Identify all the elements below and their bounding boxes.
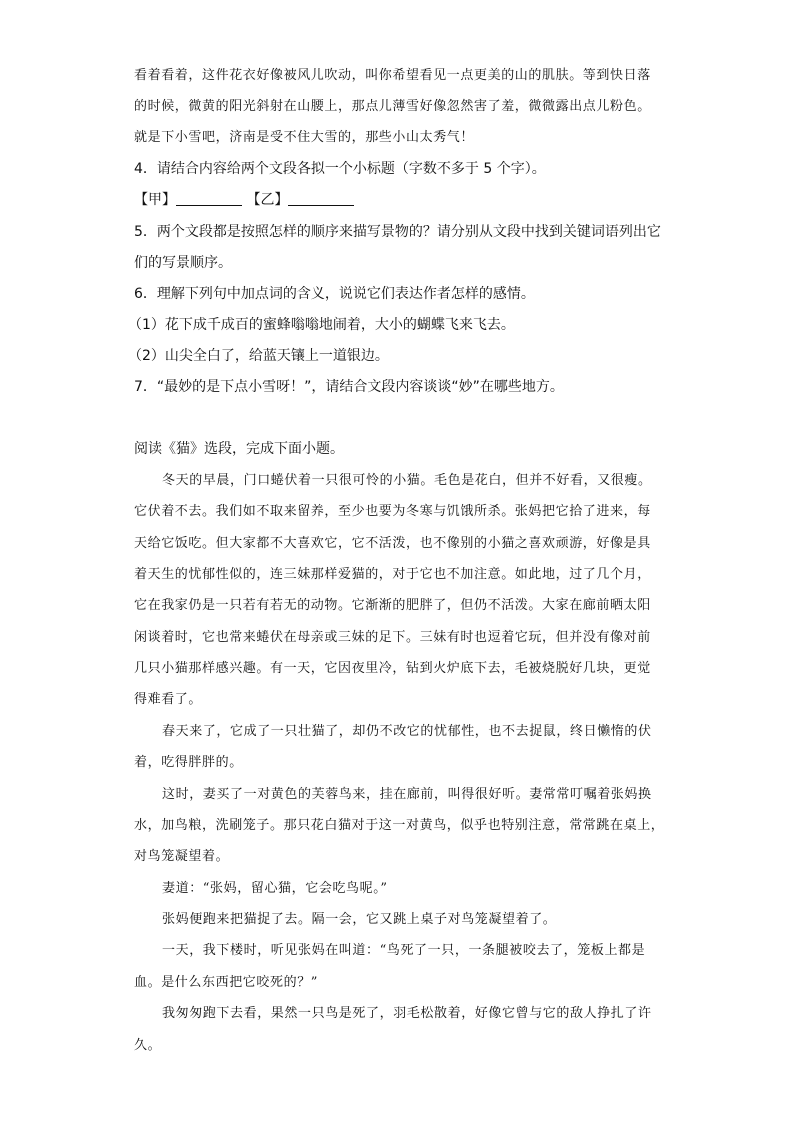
passage-line: 血。是什么东西把它咬死的？” (134, 975, 319, 990)
passage-line: 久。 (134, 1038, 162, 1053)
passage-line: 几只小猫那样感兴趣。有一天，它因夜里冷，钻到火炉底下去，毛被烧脱好几块，更觉 (134, 661, 651, 676)
passage-line: 着天生的忧郁性似的，连三妹那样爱猫的，对于它也不加注意。如此地，过了几个月， (134, 567, 651, 582)
passage-line: 天给它饭吃。但大家都不大喜欢它，它不活泼，也不像别的小猫之喜欢顽游，好像是具 (134, 536, 651, 551)
passage-line: 一天，我下楼时，听见张妈在叫道：“鸟死了一只，一条腿被咬去了，笼板上都是 (162, 943, 646, 958)
passage-line: 它伏着不去。我们如不取来留养，至少也要为冬寒与饥饿所杀。张妈把它拾了进来，每 (134, 504, 651, 519)
passage-line: 春天来了，它成了一只壮猫了，却仍不改它的忧郁性，也不去捉鼠，终日懒惰的伏 (162, 724, 652, 739)
question-5-line-1: 5．两个文段都是按照怎样的顺序来描写景物的？请分别从文段中找到关键词语列出它 (134, 224, 661, 240)
passage-line: 这时，妻买了一对黄色的芙蓉鸟来，挂在廊前，叫得很好听。妻常常叮嘱着张妈换 (162, 787, 652, 802)
passage-line: 闲谈着时，它也常来蜷伏在母亲或三妹的足下。三妹有时也逗着它玩，但并没有像对前 (134, 630, 651, 645)
question-5-line-2: 们的写景顺序。 (134, 255, 232, 271)
answer-blank-yi[interactable] (288, 191, 354, 206)
blank-label-yi: 【乙】 (246, 192, 289, 208)
passage-line: 它在我家仍是一只若有若无的动物。它渐渐的肥胖了，但仍不活泼。大家在廊前晒太阳 (134, 598, 651, 613)
question-7: 7．“最妙的是下点小雪呀！”，请结合文段内容谈谈“妙”在哪些地方。 (134, 379, 564, 395)
blank-label-jia: 【甲】 (134, 192, 176, 208)
answer-blank-jia[interactable] (176, 191, 242, 206)
passage-line: 得难看了。 (134, 692, 203, 707)
passage-line: 张妈便跑来把猫捉了去。隔一会，它又跳上桌子对鸟笼凝望着了。 (162, 912, 557, 927)
passage-line: 妻道：“张妈，留心猫，它会吃鸟呢。” (162, 881, 388, 896)
question-4: 4．请结合内容给两个文段各拟一个小标题（字数不多于 5 个字）。 (134, 161, 546, 177)
passage-line: 看着看着，这件花衣好像被风儿吹动，叫你希望看见一点更美的山的肌肤。等到快日落 (134, 68, 651, 83)
passage-line: 的时候，微黄的阳光斜射在山腰上，那点儿薄雪好像忽然害了羞，微微露出点儿粉色。 (134, 99, 651, 114)
passage-line: 对鸟笼凝望着。 (134, 849, 230, 864)
reading-intro: 阅读《猫》选段，完成下面小题。 (134, 441, 344, 457)
passage-line: 水，加鸟粮，洗刷笼子。那只花白猫对于这一对黄鸟，似乎也特别注意，常常跳在桌上， (134, 818, 665, 833)
passage-line: 着，吃得胖胖的。 (134, 755, 243, 770)
question-6-item-1: （1）花下成千成百的蜜蜂嗡嗡地闹着，大小的蝴蝶飞来飞去。 (128, 317, 515, 333)
question-4-answer-blanks (134, 190, 354, 210)
passage-line: 我匆匆跑下去看，果然一只鸟是死了，羽毛松散着，好像它曾与它的敌人挣扎了许 (162, 1006, 652, 1021)
passage-line: 冬天的早晨，门口蜷伏着一只很可怜的小猫。毛色是花白，但并不好看，又很瘦。 (162, 473, 652, 488)
question-6-item-2: （2）山尖全白了，给蓝天镶上一道银边。 (128, 348, 389, 364)
passage-line: 就是下小雪吧，济南是受不住大雪的，那些小山太秀气！ (134, 130, 475, 145)
question-6: 6．理解下列句中加点词的含义，说说它们表达作者怎样的感情。 (134, 286, 535, 302)
